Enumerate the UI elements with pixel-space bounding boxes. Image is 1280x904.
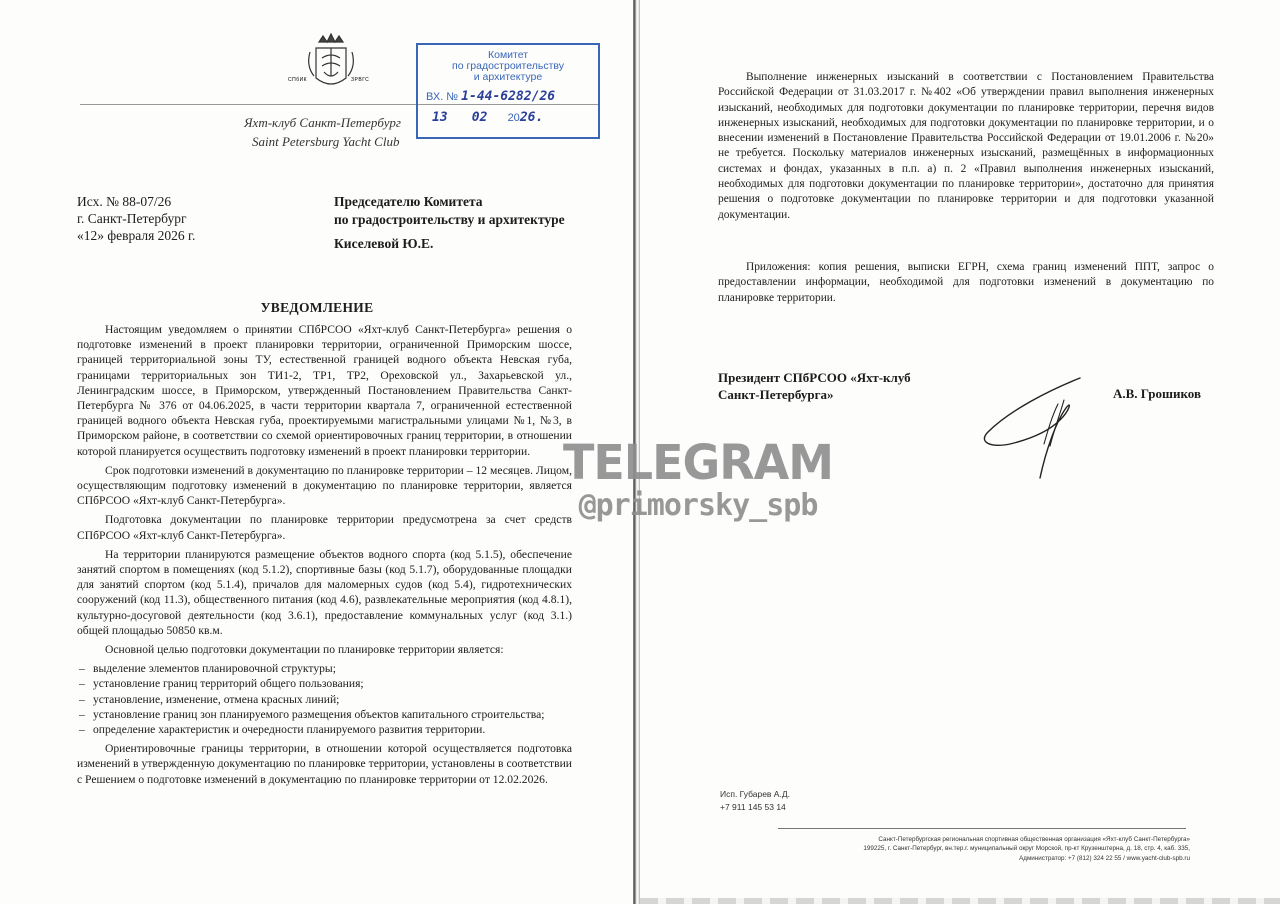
addressee-line-2: по градостроительству и архитектуре: [334, 212, 565, 227]
paragraph-surveys: Выполнение инженерных изысканий в соответствии с Постановлением Правительства Российской Федерации от 31.03.2017 г. №402 «Об утверждении правил выполнения инженерных изысканий, необходимых для подготовки документации по планировке территории, перечня видов инженерных изысканий, необходимых для подготовки документации по планировке территории, и о внесении изменений в Постановление Правительства Российской Федерации от 19.01.2006 г. №20» не требуется. Поскольку материалов инженерных изысканий, размещённых в информационных системах и фондах, указанных в п.п. а) п. 2 «Правил выполнения инженерных изысканий, необходимых для подготовки документации по планировке территории», достаточно для принятия решения о подготовке документации по планировке территории и для подготовки указанной документации.: [718, 71, 1214, 221]
reference-date: «12» февраля 2026 г.: [77, 228, 196, 243]
signatory-name: А.В. Грошиков: [1113, 386, 1201, 401]
letterhead-footer: [760, 835, 1190, 863]
footer-rule: [778, 828, 1186, 829]
executor-phone: +7 911 145 53 14: [720, 801, 786, 812]
signatory-title: [718, 369, 911, 403]
attachments-text: [718, 260, 1214, 306]
reference-block: [77, 193, 195, 244]
left-page: [0, 0, 634, 904]
paragraph-3: Подготовка документации по планировке территории предусмотрена за счет средств СПбРСОО «Яхт-клуб Санкт-Петербурга».: [77, 513, 572, 542]
stamp-date-year-prefix: 20: [507, 112, 520, 124]
notice-body: [77, 322, 572, 791]
list-item: – установление границ территорий общего пользования;: [77, 676, 572, 691]
outgoing-number: Исх. № 88-07/26: [77, 194, 172, 209]
stamp-in-label: ВХ. №: [426, 91, 459, 103]
stamp-line-3: и архитектуре: [473, 71, 543, 83]
executor-contact: [720, 788, 790, 813]
document-title: УВЕДОМЛЕНИЕ: [260, 300, 374, 315]
list-item: – определение характеристик и очередности планируемого развития территории.: [77, 722, 572, 737]
stamp-date-year-suffix: 26.: [519, 110, 544, 125]
scan-edge-strip: [640, 898, 1280, 904]
footer-line-1: Санкт-Петербургская региональная спортивная общественная организация «Яхт-клуб Санкт-Петербурга»: [878, 836, 1190, 843]
goals-list: [77, 661, 572, 737]
paragraph-1: Настоящим уведомляем о принятии СПбРСОО «Яхт-клуб Санкт-Петербурга» решения о подготовке изменений в проект планировки территории, ограниченной Приморским шоссе, границей территориальной зоны ТУ, естественной границей водного объекта Невская губа, границами территориальных зон ТИ1-2, ТР1, ТР2, Ореховской ул., Захарьевской ул., Ленинградским шоссе, в Приморском, утвержденный Постановлением Правительства Санкт-Петербурга № 376 от 04.06.2025, в части территории квартала 7, ограниченной естественной границей водного объекта Невская губа, проектируемыми магистральными улицами №1, №3, в Приморском районе, в соответствии со схемой ориентировочных границ территории, в отношении которой планируется осуществить подготовку изменений в проект планировки территории.: [77, 323, 572, 458]
addressee-name: Киселевой Ю.Е.: [334, 236, 434, 251]
footer-line-2: 199225, г. Санкт-Петербург, вн.тер.г. муниципальный округ Морской, пр-кт Крузенштерна, д. 18, стр. 4, каб. 335,: [863, 845, 1190, 853]
signatory-title-line-1: Президент СПбРСОО «Яхт-клуб: [718, 370, 911, 385]
stamp-in-number: 1-44-6282/26: [461, 89, 556, 104]
paragraph-2: Срок подготовки изменений в документацию по планировке территории – 12 месяцев. Лицом, осуществляющим подготовку изменений в документацию по планировке территории, является СПбРСОО «Яхт-клуб Санкт-Петербурга».: [77, 463, 572, 508]
engineering-surveys-text: [718, 70, 1214, 223]
crest-left-text: СПбИК: [288, 77, 308, 83]
telegram-watermark: [548, 433, 848, 524]
signatory-title-line-2: Санкт-Петербурга»: [718, 387, 834, 402]
stamp-line-2: по градостроительству: [452, 60, 564, 72]
list-item: – установление границ зон планируемого размещения объектов капитального строительства;: [77, 707, 572, 722]
club-name-ru: Яхт-клуб Санкт-Петербург: [244, 115, 401, 130]
list-item: – установление, изменение, отмена красных линий;: [77, 692, 572, 707]
crest-right-text: ЗРВГС: [351, 77, 370, 83]
stamp-date-month: 02: [471, 110, 488, 125]
addressee-block: [334, 193, 565, 229]
incoming-stamp: [416, 43, 600, 139]
handwritten-signature: [980, 360, 1120, 500]
watermark-handle: @primorsky_spb: [578, 488, 818, 523]
paragraph-attachments: Приложения: копия решения, выписки ЕГРН, схема границ изменений ППТ, запрос о предоставлении информации, необходимой для подготовки изменений в документацию по планировке территории.: [718, 261, 1214, 304]
reference-city: г. Санкт-Петербург: [77, 211, 187, 226]
paragraph-5: Основной целью подготовки документации по планировке территории является:: [105, 643, 504, 657]
club-name: [244, 113, 401, 151]
paragraph-6: Ориентировочные границы территории, в отношении которой осуществляется подготовка изменений в утвержденную документацию по планировке территории, установлены в соответствии с Решением о подготовке изменений в документацию по планировке территории от 12.02.2026.: [77, 742, 572, 786]
watermark-brand: TELEGRAM: [562, 433, 834, 491]
executor-name: Исп. Губарев А.Д.: [720, 789, 790, 799]
stamp-line-1: Комитет: [487, 49, 529, 61]
paragraph-4: На территории планируются размещение объектов водного спорта (код 5.1.5), обеспечение занятий спортом в помещениях (код 5.1.2), спортивные базы (код 5.1.7), оборудованные площадки для занятий спортом (код 5.1.4), причалов для маломерных судов (код 5.4), гидротехнических сооружений (код 11.3), общественного питания (код 4.6), развлекательные мероприятия (код 4.8.1), культурно-досуговой деятельности (код 3.6.1), предоставление коммунальных услуг (код 3.1.) общей площадью 50850 кв.м.: [77, 547, 572, 637]
club-name-en: Saint Petersburg Yacht Club: [252, 134, 400, 149]
list-item: – выделение элементов планировочной структуры;: [77, 661, 572, 676]
crest-logo: [286, 18, 376, 108]
addressee-line-1: Председателю Комитета: [334, 194, 483, 209]
stamp-date-day: 13: [432, 110, 448, 125]
footer-line-3: Администратор: +7 (812) 324 22 55 / www.yacht-club-spb.ru: [1019, 854, 1190, 862]
